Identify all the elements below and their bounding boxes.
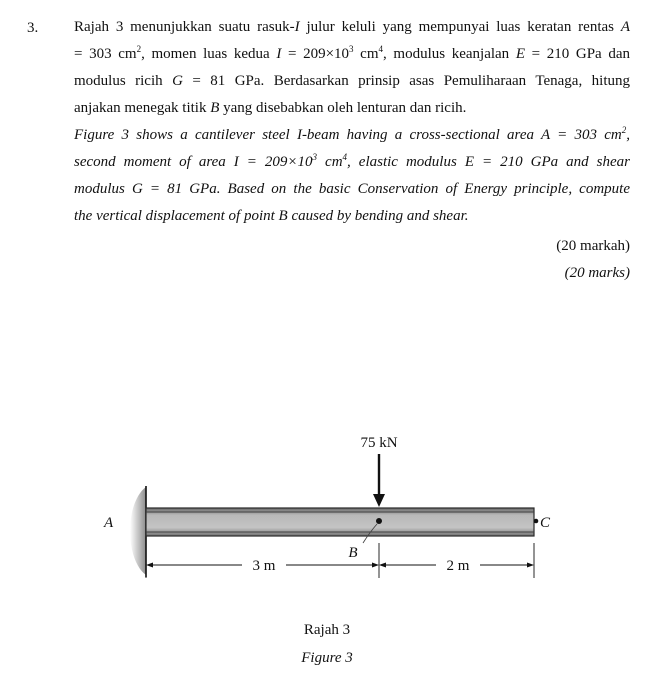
dim-label-right: 2 m: [446, 558, 470, 574]
label-a: A: [104, 515, 114, 531]
load-arrowhead: [373, 494, 385, 507]
marks-malay: (20 markah): [556, 238, 630, 254]
label-c: C: [540, 515, 551, 531]
marks-english: (20 marks): [564, 265, 630, 281]
malay-line: anjakan menegak titik B yang disebabkan oleh lenturan dan ricih.: [74, 100, 467, 116]
figure-caption-malay: Rajah 3: [303, 622, 351, 638]
wall-support: [130, 487, 146, 575]
question-text-malay: [74, 14, 630, 122]
malay-line: = 303 $cm^2$, momen luas kedua $I = 209\times 10^3$ $cm^4$, modulus keanjalan E = 210 GPa dan: [74, 44, 631, 62]
point-c-marker: [534, 519, 539, 524]
malay-line: modulus ricih G = 81 GPa. Berdasarkan prinsip asas Pemuliharaan Tenaga, hitung: [74, 73, 630, 89]
dim-label-left: 3 m: [252, 558, 276, 574]
question-number: 3.: [27, 20, 39, 36]
figure-caption-english: Figure 3: [301, 650, 353, 666]
english-line: the vertical displacement of point B caused by bending and shear.: [74, 208, 469, 224]
cantilever-beam-figure: [0, 420, 670, 620]
dim-arrow-mid-right: [379, 563, 386, 568]
malay-line: Rajah 3 menunjukkan suatu rasuk-I julur keluli yang mempunyai luas keratan rentas A: [74, 19, 630, 35]
load-label: 75 kN: [360, 435, 398, 451]
point-b-marker: [376, 518, 382, 524]
question-text-english: [74, 122, 630, 230]
label-b: B: [348, 545, 358, 561]
english-line: modulus G = 81 GPa. Based on the basic Conservation of Energy principle, compute: [74, 181, 630, 197]
english-line: Figure 3 shows a cantilever steel I-beam having a cross-sectional area A = 303 $cm^2$,: [74, 125, 630, 143]
dim-arrow-left: [146, 563, 153, 568]
dim-arrow-mid-left: [372, 563, 379, 568]
dim-arrow-right: [527, 563, 534, 568]
english-line: second moment of area $I = 209\times 10^3$ $cm^4$, elastic modulus E = 210 GPa and shear: [74, 152, 630, 170]
